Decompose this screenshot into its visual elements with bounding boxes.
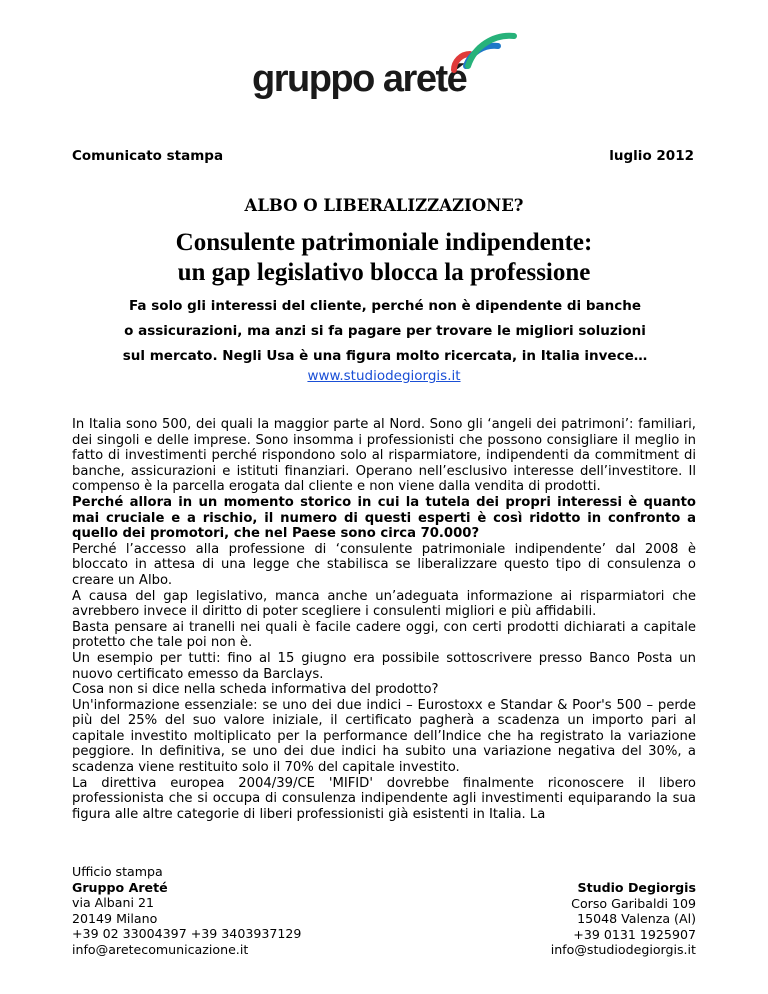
press-office-street: via Albani 21 (72, 895, 155, 910)
subhead-line-2: o assicurazioni, ma anzi si fa pagare per trovare le migliori soluzioni (124, 323, 646, 339)
signal-arcs-icon (442, 30, 522, 90)
paragraph: Un'informazione essenziale: se uno dei due indici – Eurostoxx e Standar & Poor's 500 – perde più del 25% del suo valore iniziale, il certificato pagherà a scadenza un importo pari al capitale investito moltiplicato per la performance dell’Indice che ha registrato la variazione peggiore. In definitiva, se uno dei due indici ha subito una variazione negativa del 30%, a scadenza viene restituito solo il 70% del capitale investito. (72, 697, 696, 776)
website-link[interactable]: www.studiodegiorgis.it (307, 368, 461, 384)
headline (0, 228, 768, 288)
press-office-phone: +39 02 33004397 +39 3403937129 (72, 926, 302, 941)
paragraph: A causa del gap legislativo, manca anche un’adeguata informazione ai risparmiatori che avrebbero invece il diritto di poter scegliere i consulenti migliori e più affidabili. (72, 588, 696, 620)
paragraph: Cosa non si dice nella scheda informativa del prodotto? (72, 682, 439, 698)
paragraph: La direttiva europea 2004/39/CE 'MIFID' dovrebbe finalmente riconoscere il libero professionista che si occupa di consulenza indipendente agli investimenti equiparando la sua figura alle altre categorie di liberi professionisti già esistenti in Italia. La (72, 775, 696, 822)
studio-phone: +39 0131 1925907 (573, 926, 696, 942)
studio-contact (551, 880, 696, 958)
kicker: ALBO O LIBERALIZZAZIONE? (244, 196, 524, 215)
press-office-label: Ufficio stampa (72, 864, 163, 879)
press-office-city: 20149 Milano (72, 910, 158, 926)
subhead-line-3: sul mercato. Negli Usa è una figura molto ricercata, in Italia invece… (122, 348, 648, 364)
studio-city: 15048 Valenza (Al) (577, 911, 696, 926)
logo-text: gruppo areté (252, 58, 467, 100)
doc-type: Comunicato stampa (72, 148, 224, 164)
studio-street: Corso Garibaldi 109 (571, 895, 696, 911)
subheading (90, 294, 680, 369)
headline-line-2: un gap legislativo blocca la professione (177, 259, 591, 286)
press-office-name: Gruppo Areté (72, 879, 168, 895)
press-office-email: info@aretecomunicazione.it (72, 941, 249, 957)
paragraph: Perché l’accesso alla professione di ‘consulente patrimoniale indipendente’ dal 2008 è bloccato in attesa di una legge che stabilisca se liberalizzare questo tipo di consulenza o creare un Albo. (72, 541, 696, 588)
subhead-line-1: Fa solo gli interessi del cliente, perché non è dipendente di banche (128, 298, 642, 314)
paragraph: Basta pensare ai tranelli nei quali è facile cadere oggi, con certi prodotti dichiarati a capitale protetto che tale poi non è. (72, 619, 696, 651)
headline-line-1: Consulente patrimoniale indipendente: (175, 229, 593, 256)
paragraph: In Italia sono 500, dei quali la maggior parte al Nord. Sono gli ‘angeli dei patrimoni’: familiari, dei singoli e delle imprese. Sono insomma i professionisti che possono consigliare il meglio in fatto di investimenti perché rispondono solo al risparmiatore, indipendenti da commitment di banche, assicurazioni e istituti finanziari. Operano nell’esclusivo interesse dell’investitore. Il compenso è la parcella erogata dal cliente e non viene dalla vendita di prodotti. (72, 417, 696, 495)
paragraph-bold: Perché allora in un momento storico in cui la tutela dei propri interessi è quanto mai cruciale e a rischio, il numero di questi esperti è così ridotto in confronto a quello dei promotori, che nel Paese sono circa 70.000? (72, 494, 696, 542)
logo (252, 30, 522, 110)
studio-name: Studio Degiorgis (577, 880, 696, 895)
article-body (72, 417, 696, 822)
studio-email: info@studiodegiorgis.it (550, 942, 696, 957)
paragraph: Un esempio per tutti: fino al 15 giugno era possibile sottoscrivere presso Banco Posta un nuovo certificato emesso da Barclays. (72, 650, 696, 682)
doc-date: luglio 2012 (609, 148, 694, 164)
press-office-contact (72, 864, 301, 957)
